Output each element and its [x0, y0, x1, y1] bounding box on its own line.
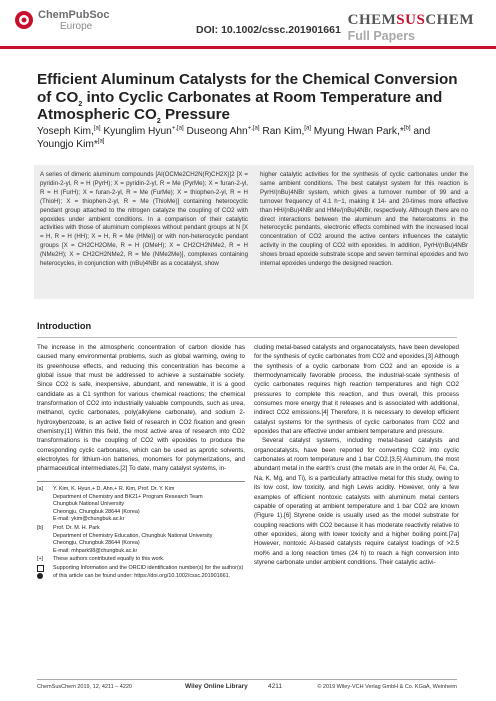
orcid-icon — [37, 573, 43, 579]
footnote-affiliation-a — [37, 486, 245, 524]
body-paragraph: cluding metal-based catalysts and organocatalysts, have been developed for the synthesis of cyclic carbonates from CO2 and epoxides.[3] Although the synthesis of a cyclic carbonate from CO2 and an epoxide is a thermodynamically favorable process, the industrial-scale synthesis of cyclic carbonates requires high reaction temperatures and high CO2 pressures to complete this reaction, and thus overall, this process consumes more energy that it releases and is associated with additional, indirect CO2 emissions.[4] Therefore, it is necessary to develop efficient catalyst systems for the synthesis of cyclic carbonates from CO2 and epoxides that are effective under ambient temperature and pressure. — [254, 344, 459, 436]
abstract-column-left: A series of dimeric aluminum compounds [Al(OCMe2CH2N(R)CH2X)]2 [X = pyridin-2-yl, R = H (PyrH); X = pyridin-2-yl, R = Me (PyrMe); X = furan-2-yl, R = H (FurH); X = furan-2-yl, R = Me (FurMe); X = thiophen-2-yl, R = H (ThioH); X = thiophen-2-yl, R = Me (ThioMe)] containing heterocyclic pendant group attached to the nitrogen catalyze the coupling of CO2 with epoxides under ambient conditions. In a comparison of their catalytic activities with those of aluminum complexes without pendant groups at N [X = H, R = H (HH); X = H, R = Me (HMe)] or with non-heterocyclic pendant groups [X = CH2CH2OMe, R = H (OMeH); X = CH2CH2NMe2, R = H (NMe2H); X = CH2CH2NMe2, R = Me (NMe2Me)], complexes containing heterocycles, in conjunction with (nBu)4NBr as a cocatalyst, show — [40, 171, 248, 268]
footer-citation: ChemSusChem 2019, 12, 4211 – 4220 — [37, 684, 132, 690]
footnote-email[interactable]: E-mail: mhpark98@chungbuk.ac.kr — [53, 547, 138, 554]
footer-page-number: 4211 — [268, 683, 282, 690]
title-line-2-a: of CO — [37, 88, 79, 106]
author-name: and Youngjo Kim* — [37, 126, 431, 150]
journal-name-mid: SUS — [396, 12, 426, 28]
author — [101, 126, 184, 137]
publisher-region: Europe — [60, 21, 93, 32]
article-doi: DOI: 10.1002/cssc.201901661 — [196, 24, 341, 36]
supporting-info-icon — [37, 565, 44, 572]
footer-publisher-link[interactable]: Wiley Online Library — [185, 683, 248, 690]
author-name: Myung Hwan Park,* — [310, 126, 404, 137]
footnote-tag: [a] — [37, 486, 43, 492]
journal-name — [348, 12, 474, 29]
title-line-2-sub: 2 — [78, 100, 83, 108]
chempubsoc-logo-icon — [14, 10, 34, 30]
section-rule — [37, 337, 457, 338]
footnote-supporting-info — [37, 565, 245, 582]
body-column-left — [37, 343, 245, 474]
author-affiliation: +,[a] — [247, 125, 260, 132]
footnote-text: These authors contributed equally to this work. — [53, 556, 165, 563]
journal-name-right: CHEM — [425, 12, 474, 28]
footnote-equal-contribution — [37, 556, 245, 564]
title-line-2-b: into Cyclic Carbonates at Room Temperature and — [82, 88, 443, 106]
footnote-line: Prof. Dr. M. H. Park — [53, 524, 100, 531]
title-line-2 — [37, 89, 467, 107]
footnotes — [37, 486, 245, 582]
title-line-3-b: Pressure — [160, 106, 230, 123]
author — [311, 126, 411, 137]
footnote-rule — [37, 481, 245, 482]
body-column-right — [254, 343, 459, 567]
author-affiliation: [b] — [403, 125, 411, 132]
article-type: Full Papers — [347, 29, 416, 43]
footnote-line: Cheongju, Chungbuk 28644 (Korea) — [53, 508, 140, 515]
abstract-box — [34, 165, 474, 299]
article-title — [37, 71, 467, 124]
author — [37, 126, 101, 137]
author-name: Kyunglim Hyun — [100, 126, 172, 137]
title-line-3-a: Atmospheric CO — [37, 106, 157, 123]
footnote-line: Chungbuk National University — [53, 501, 125, 508]
header-rule — [0, 46, 496, 49]
abstract-column-right: higher catalytic activities for the synthesis of cyclic carbonates under the same ambient conditions. The best catalyst system for this reaction is PyrH/(nBu)4NBr system, which gives a turnover number of 99 and a turnover frequency of 4.1 h−1, making it 14- and 20-times more effective than HH/(nBu)4NBr and HMe/(nBu)4NBr, respectively. Although there are no direct interactions between the aluminum and the heteroatoms in the heterocyclic pendants, electronic effects combined with the increased local concentration of CO2 around the active centers influences the catalytic activity in the coupling of CO2 with epoxides. In addition, PyrH/(nBu)4NBr shows broad epoxide substrate scope and seven terminal epoxides and two internal epoxides undergo the designed reaction. — [260, 171, 468, 268]
author-affiliation: [a] — [304, 125, 311, 132]
author — [260, 126, 311, 137]
footnote-line: Y. Kim, K. Hyun,+ D. Ahn,+ R. Kim, Prof. Dr. Y. Kim — [53, 486, 175, 492]
footnote-affiliation-b — [37, 525, 245, 555]
author-name: Duseong Ahn — [183, 126, 248, 137]
footnote-icons — [37, 565, 53, 582]
body-paragraph: The increase in the atmospheric concentration of carbon dioxide has caused many environmental problems, such as global warming, owing to its greenhouse effects, and reducing this concentration has become a global issue that must be addressed to achieve a sustainable society. Since CO2 is safe, inexpensive, abundant, and renewable, it is a good candidate as a C1 synthon for various chemical reactions; the chemical transformation of CO2 into industrially valuable compounds, such as urea, methanol, cyclic carbonates, poly(alkylene carbonate), and sodium 2-hydroxybenzoate, is an active field of research in CO2 fixation and green chemistry.[1] Within this field, the most active area of research into CO2 transformations is the coupling of CO2 with epoxides to produce the corresponding cyclic carbonates, which can be used as aprotic solvents, electrolytes for lithium-ion batteries, monomers for polymerizations, and pharmaceutical intermediates.[2] To date, many catalyst systems, in- — [37, 344, 245, 473]
page-header — [0, 0, 496, 58]
journal-name-left: CHEM — [347, 12, 397, 28]
author-affiliation: [a] — [93, 125, 101, 132]
body-paragraph: Several catalyst systems, including metal-based catalysts and organocatalysts, have been reported for converting CO2 into cyclic carbonates at room temperature and 1 bar CO2.[3,5] Aluminum, the most abundant metal in the earth's crust (the metals are in the order Al, Fe, Ca, Na, K, Mg, and Ti), is a particularly attractive metal for this study, owing to its low cost, low toxicity, and high Lewis acidity. However, only a few examples of efficient nontoxic catalysts with aluminum metal centers capable of operating at ambient temperature and 1 bar CO2 are known (Figure 1).[6] Styrene oxide is usually used as the model substrate for coupling reactions with CO2 because it has moderate reactivity relative to other epoxides, along with lower toxicity and a higher boiling point.[7a] However, nontoxic Al-based catalysts require catalyst loadings of >2.5 mol% and a long reaction times (24 h) to reach a high conversion into styrene carbonate under ambient conditions. Their catalytic activi- — [254, 437, 459, 566]
author-name: Ran Kim, — [259, 126, 305, 137]
footer-copyright: © 2019 Wiley-VCH Verlag GmbH & Co. KGaA, Weinheim — [317, 684, 457, 690]
footnote-tag: [b] — [37, 524, 43, 531]
footer-rule — [37, 679, 457, 680]
author-affiliation: [a] — [97, 138, 105, 145]
journal-masthead — [348, 12, 474, 43]
title-line-3-sub: 2 — [156, 118, 161, 126]
footnote-email[interactable]: E-mail: ykim@chungbuk.ac.kr — [53, 516, 125, 523]
title-line-3 — [37, 106, 467, 124]
publisher-logo — [14, 10, 110, 32]
footnote-tag: [+] — [37, 556, 44, 563]
footnote-line: Department of Chemistry and BK21+ Program Research Team — [53, 493, 203, 500]
author-affiliation: +,[a] — [171, 125, 184, 132]
section-heading: Introduction — [37, 321, 92, 331]
footnote-line: Department of Chemistry Education, Chungbuk National University — [53, 532, 213, 539]
footnote-text[interactable]: Supporting Information and the ORCID identification number(s) for the author(s) of this article can be found under: https://doi.org/10.1002/cssc.201901661. — [53, 564, 244, 579]
publisher-name: ChemPubSoc — [38, 9, 110, 21]
author-name: Yoseph Kim, — [37, 126, 94, 137]
author-list — [37, 125, 467, 151]
title-line-1: Efficient Aluminum Catalysts for the Chemical Conversion — [37, 71, 458, 88]
footnote-line: Cheongju, Chungbuk 28644 (Korea) — [53, 540, 140, 547]
author — [184, 126, 260, 137]
